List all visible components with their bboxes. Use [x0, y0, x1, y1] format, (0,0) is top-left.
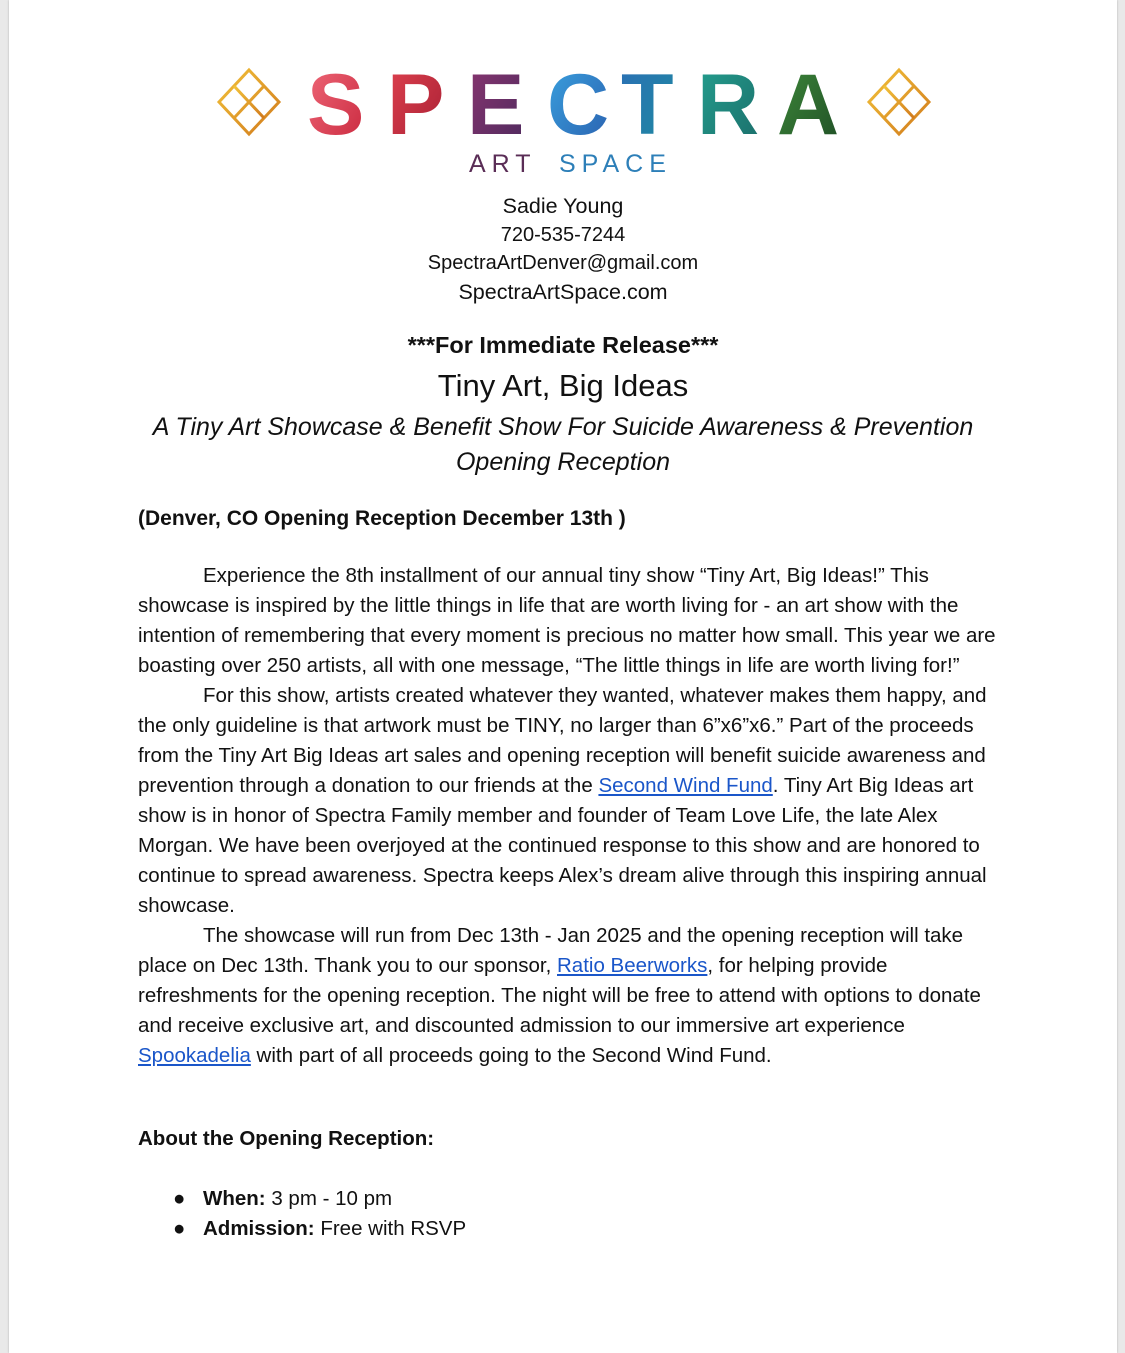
paragraph-3-text-c: with part of all proceeds going to the Second Wind Fund. — [250, 1044, 772, 1067]
contact-phone: 720-535-7244 — [500, 223, 626, 246]
logo-graphic — [209, 52, 939, 182]
release-label: ***For Immediate Release*** — [407, 332, 719, 358]
contact-block — [9, 192, 1117, 306]
list-item — [169, 1214, 466, 1244]
list-item-value: Free with RSVP — [314, 1217, 467, 1240]
paragraph-2-text-a: For this show, artists created whatever they wanted, whatever makes them happy, and the only guideline is that artwork must be TINY, no larger than 6”x6”x6.” Part of the proceeds from the Tiny Art Big Ideas art sales and opening reception will benefit suicide awareness and prevention through a donation to our friends at the — [138, 684, 987, 797]
spectra-logo — [209, 52, 939, 182]
contact-website: SpectraArtSpace.com — [458, 279, 668, 304]
logo-letter-e: E — [467, 57, 525, 153]
paragraph-1: Experience the 8th installment of our annual tiny show “Tiny Art, Big Ideas!” This showcase is inspired by the little things in life that are worth living for - an art show with the intention of remembering that every moment is precious no matter how small. This year we are boasting over 250 artists, all with one message, “The little things in life are worth living for!” — [138, 564, 996, 677]
list-item-label: Admission: — [203, 1217, 315, 1240]
page-title: Tiny Art, Big Ideas — [437, 368, 689, 403]
contact-email: SpectraArtDenver@gmail.com — [427, 252, 699, 274]
details-list — [169, 1184, 466, 1244]
paragraph-3 — [138, 921, 998, 1071]
diamond-icon-left — [219, 70, 279, 134]
logo-letter-s: S — [307, 57, 365, 153]
logo-letter-r: R — [697, 57, 760, 153]
subtitle — [9, 410, 1117, 480]
contact-name: Sadie Young — [502, 194, 624, 218]
paragraph-2-text-b: . Tiny Art Big Ideas art show is in honor of Spectra Family member and founder of Team Love Life, the late Alex Morgan. We have been overjoyed at the continued response to this show and are honored to continue to spread awareness. Spectra keeps Alex’s dream alive through this inspiring annual showcase. — [138, 774, 987, 917]
logo-letter-a: A — [777, 57, 840, 153]
logo-letter-c: C — [547, 57, 610, 153]
ratio-beerworks-link[interactable]: Ratio Beerworks — [557, 954, 708, 977]
logo-tagline-art: ART — [469, 150, 537, 178]
list-item-label: When: — [203, 1187, 266, 1210]
paragraph-3-text-a: The showcase will run from Dec 13th - Jan 2025 and the opening reception will take place on Dec 13th. Thank you to our sponsor, — [138, 924, 964, 977]
bullet-icon: ● — [173, 1187, 186, 1210]
document-page — [9, 0, 1117, 1353]
logo-tagline-space: SPACE — [559, 150, 672, 178]
logo-letter-t: T — [621, 57, 674, 153]
paragraph-2 — [138, 681, 998, 921]
press-release-body — [138, 561, 998, 1071]
subtitle-line-2: Opening Reception — [455, 448, 671, 476]
dateline: (Denver, CO Opening Reception December 13th ) — [138, 507, 626, 530]
list-item-value: 3 pm - 10 pm — [265, 1187, 393, 1210]
paragraph-3-text-b: , for helping provide refreshments for the opening reception. The night will be free to attend with options to donate and receive exclusive art, and discounted admission to our immersive art experience — [138, 954, 981, 1037]
subtitle-line-1: A Tiny Art Showcase & Benefit Show For Suicide Awareness & Prevention — [152, 413, 974, 441]
logo-letter-p: P — [387, 57, 445, 153]
diamond-icon-right — [869, 70, 929, 134]
bullet-icon: ● — [173, 1217, 186, 1240]
second-wind-fund-link[interactable]: Second Wind Fund — [598, 774, 773, 797]
list-item — [169, 1184, 466, 1214]
spookadelia-link[interactable]: Spookadelia — [138, 1044, 251, 1067]
about-heading: About the Opening Reception: — [138, 1127, 435, 1150]
